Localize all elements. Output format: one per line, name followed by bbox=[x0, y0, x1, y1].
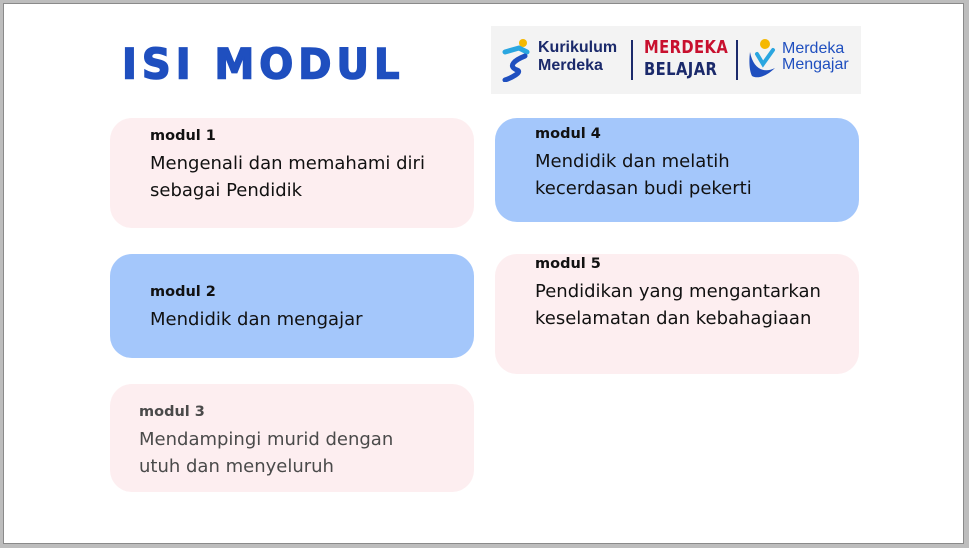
module-description: Mendidik dan melatih kecerdasan budi pekerti bbox=[535, 151, 752, 199]
module-card-2 bbox=[110, 254, 474, 358]
module-label: modul 2 bbox=[150, 284, 216, 300]
module-description: Mengenali dan memahami diri sebagai Pendidik bbox=[150, 153, 425, 201]
module-label: modul 3 bbox=[139, 404, 205, 420]
module-description: Mendampingi murid dengan utuh dan menyeluruh bbox=[139, 429, 394, 477]
module-card-3 bbox=[110, 384, 474, 492]
merdeka-mengajar-logo-icon bbox=[747, 38, 779, 82]
module-description: Pendidikan yang mengantarkan keselamatan dan kebahagiaan bbox=[535, 281, 821, 329]
kurikulum-merdeka-logo-icon bbox=[501, 38, 535, 82]
merdeka-belajar-logo: MERDEKA BELAJAR bbox=[644, 37, 729, 80]
module-card-4 bbox=[495, 118, 859, 222]
logo-divider bbox=[631, 40, 633, 80]
logo-bar bbox=[491, 26, 861, 94]
slide bbox=[3, 3, 964, 544]
module-card-1 bbox=[110, 118, 474, 228]
module-label: modul 1 bbox=[150, 128, 216, 144]
module-label: modul 5 bbox=[535, 256, 601, 272]
module-description: Mendidik dan mengajar bbox=[150, 309, 363, 330]
merdeka-mengajar-logo-text: Merdeka Mengajar bbox=[782, 40, 849, 73]
module-card-5 bbox=[495, 254, 859, 374]
kurikulum-merdeka-logo-text: Kurikulum Merdeka bbox=[538, 39, 618, 74]
module-label: modul 4 bbox=[535, 126, 601, 142]
logo-divider bbox=[736, 40, 738, 80]
page-title: ISI MODUL bbox=[122, 40, 405, 90]
